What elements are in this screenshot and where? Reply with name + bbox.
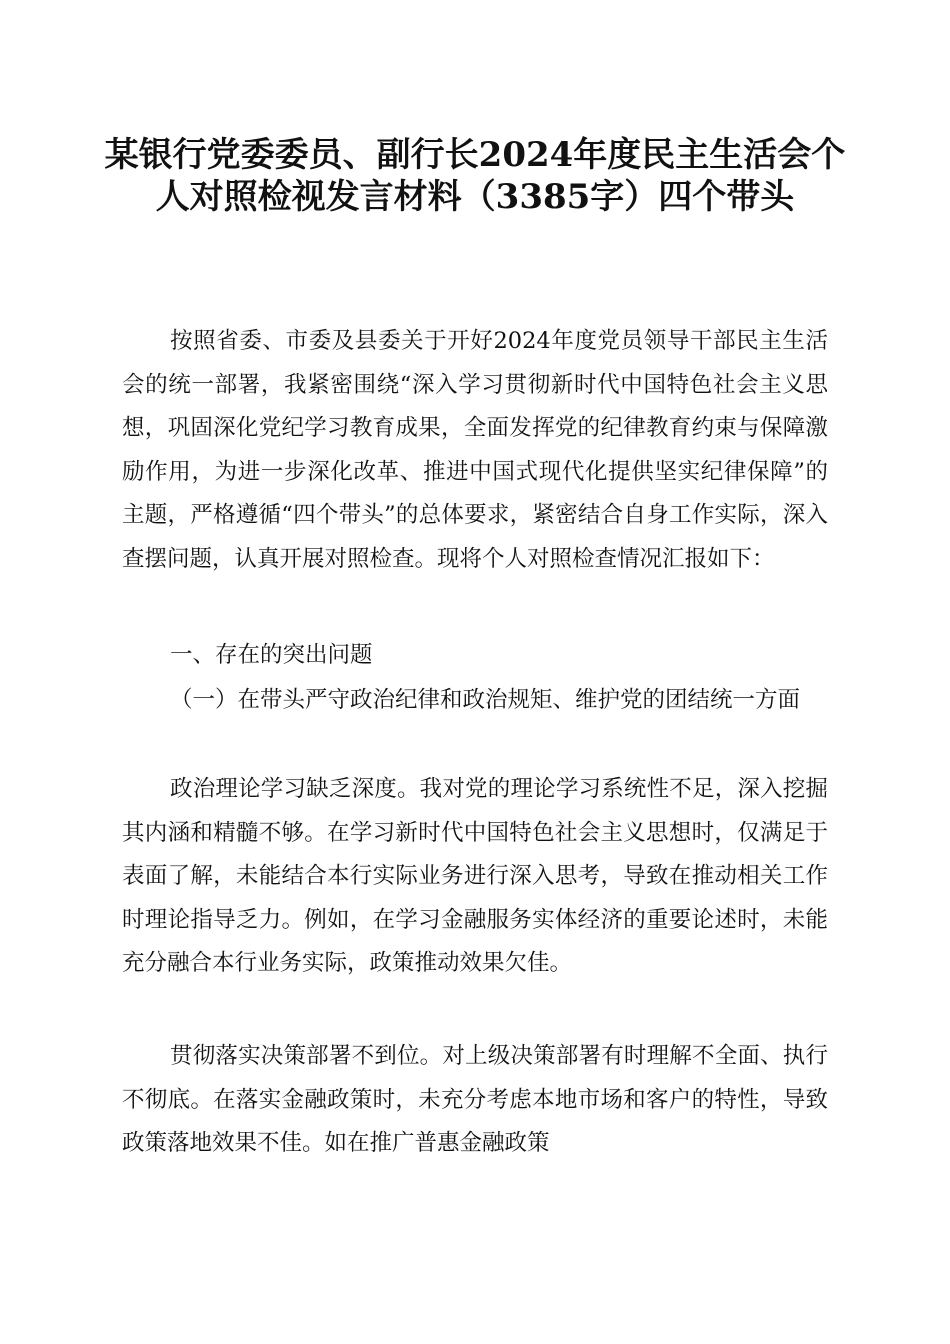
subsection-heading: （一）在带头严守政治纪律和政治规矩、维护党的团结统一方面 (170, 687, 801, 713)
intro-paragraph: 按照省委、市委及县委关于开好2024年度党员领导干部民主生活会的统一部署，我紧密围绕“深入学习贯彻新时代中国特色社会主义思想，巩固深化党纪学习教育成果，全面发挥党的纪律教育约束与保障激励作用，为进一步深化改革、推进中国式现代化提供坚实纪律保障”的主题，严格遵循“四个带头”的总体要求，紧密结合自身工作实际，深入查摆问题，认真开展对照检查。现将个人对照检查情况汇报如下： (122, 328, 828, 572)
body-paragraph-1: 政治理论学习缺乏深度。我对党的理论学习系统性不足，深入挖掘其内涵和精髓不够。在学习新时代中国特色社会主义思想时，仅满足于表面了解，未能结合本行实际业务进行深入思考，导致在推动相关工作时理论指导乏力。例如，在学习金融服务实体经济的重要论述时，未能充分融合本行业务实际，政策推动效果欠佳。 (122, 776, 828, 976)
body-paragraph-2: 贯彻落实决策部署不到位。对上级决策部署有时理解不全面、执行不彻底。在落实金融政策时，未充分考虑本地市场和客户的特性，导致政策落地效果不佳。如在推广普惠金融政策 (122, 1043, 828, 1156)
section-heading: 一、存在的突出问题 (170, 642, 373, 668)
document-title: 某银行党委委员、副行长2024年度民主生活会个人对照检视发言材料（3385字）四个带头 (104, 135, 846, 217)
